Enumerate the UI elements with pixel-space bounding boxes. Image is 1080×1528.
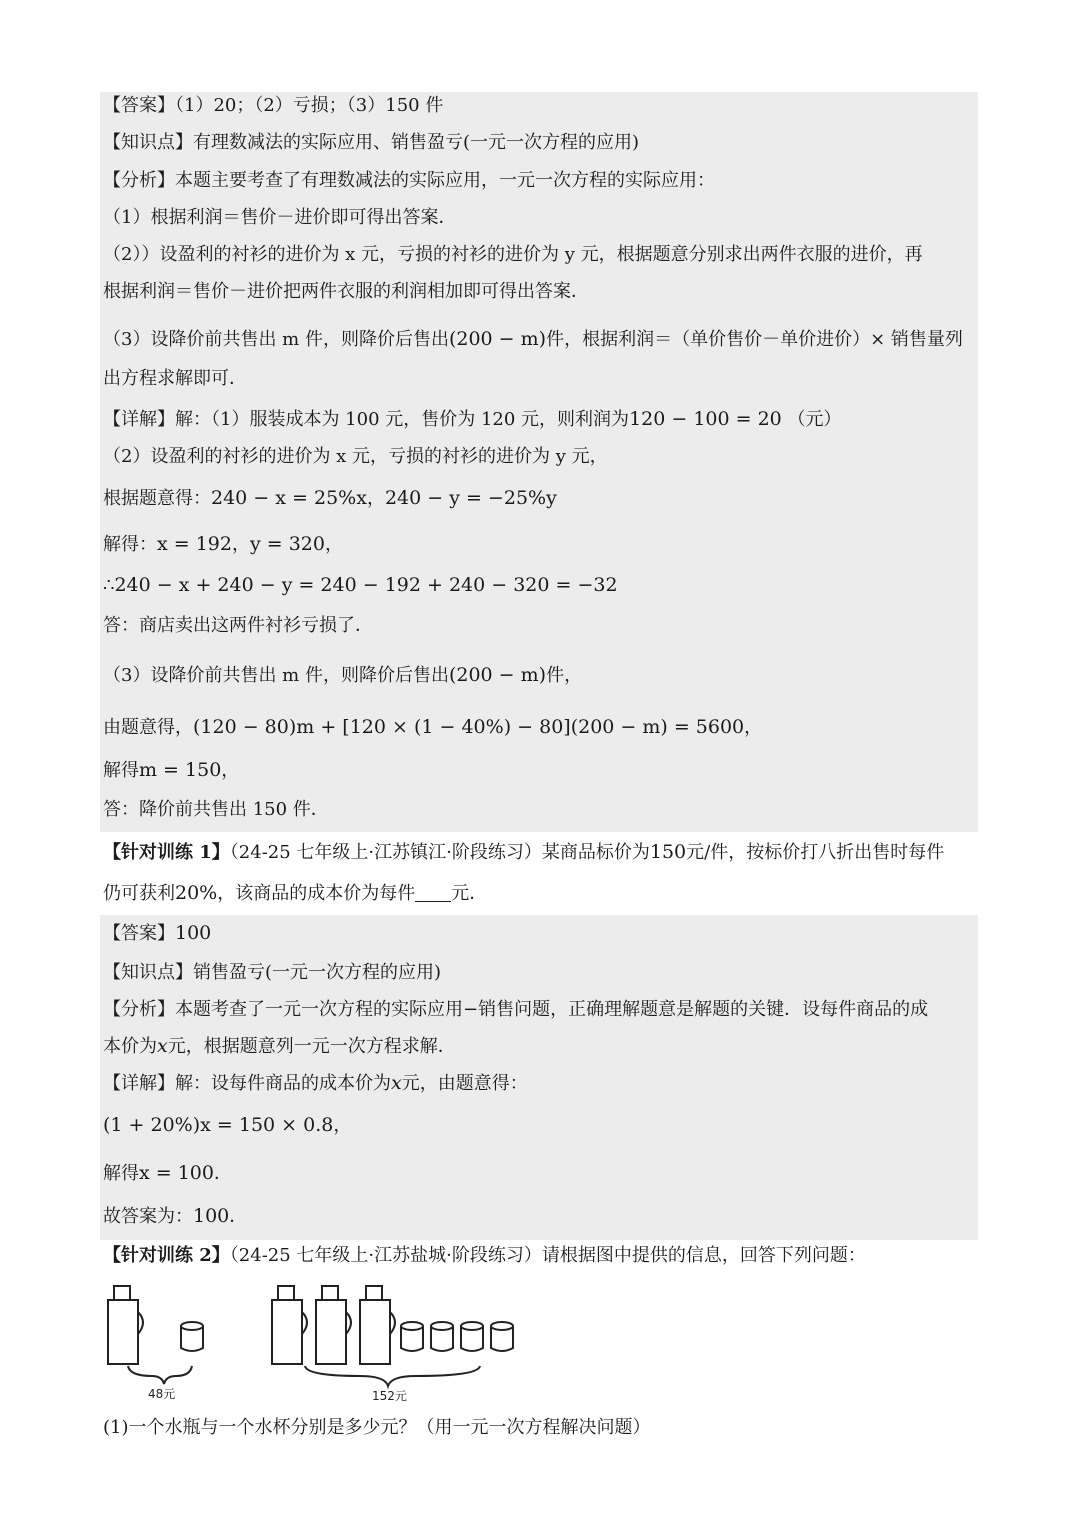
cup-icon	[181, 1322, 203, 1351]
analysis-line-2b	[103, 1033, 973, 1060]
detail-line-5	[103, 572, 973, 599]
training-1-line-1	[103, 839, 973, 866]
detail-line-1	[103, 406, 973, 433]
text: 元．	[451, 883, 488, 904]
math-expr: y = 320	[249, 533, 325, 555]
math-expr: (200 − m)	[448, 664, 547, 686]
math-expr: 240 − x = 25%x	[211, 487, 367, 509]
knowledge-line: 【知识点】有理数减法的实际应用、销售盈亏(一元一次方程的应用)	[103, 132, 640, 153]
text: 【详解】解：（1）服装成本为 100 元，售价为 120 元，则利润为	[103, 409, 630, 430]
detail-line-10: 答：降价前共售出 150 件．	[103, 799, 329, 820]
training-title: 【针对训练 1】	[103, 842, 230, 863]
math-expr: 120 − 100 = 20	[629, 408, 782, 430]
text: （3）设降价前共售出 m 件，则降价后售出	[103, 665, 449, 686]
detail-line-2a	[103, 1070, 973, 1097]
detail-line-4: 解得：x = 192，y = 320，	[103, 533, 343, 555]
text: ，该商品的成本价为每件	[217, 883, 416, 904]
analysis-line: 【分析】本题主要考查了有理数减法的实际应用，一元一次方程的实际应用：	[103, 170, 715, 191]
math-expr: 240 − x + 240 − y = 240 − 192 + 240 − 320 = −32	[114, 574, 618, 596]
bottle-cup-figure	[100, 1278, 530, 1403]
math-expr: x = 192	[157, 533, 232, 555]
math-expr: 240 − y = −25%y	[384, 487, 557, 509]
detail-line-6: 答：商店卖出这两件衬衫亏损了．	[103, 615, 373, 636]
analysis-step-3b: 出方程求解即可．	[103, 368, 247, 389]
answer-line-2	[103, 920, 973, 947]
text: 故答案为：	[103, 1206, 193, 1227]
math-expr: 100	[175, 922, 212, 944]
text: 本价为	[103, 1036, 157, 1057]
math-var: x	[391, 1072, 402, 1094]
text: 解得	[103, 1163, 139, 1184]
text: 元/件，按标价打八折出售时每件	[686, 842, 945, 863]
brace-right	[305, 1366, 480, 1386]
answer-line: 【答案】（1）20；（2）亏损；（3）150 件	[103, 95, 444, 116]
therefore-symbol: ∴	[103, 575, 115, 596]
cup-icon	[401, 1322, 423, 1351]
equation-line: (1 + 20%)x = 150 × 0.8，	[103, 1114, 352, 1136]
math-expr: 100	[193, 1205, 230, 1227]
knowledge-line-2: 【知识点】销售盈亏(一元一次方程的应用)	[103, 962, 442, 983]
text: 仍可获利	[103, 883, 175, 904]
bottle-icon	[316, 1286, 351, 1364]
analysis-step-2a: （2））设盈利的衬衫的进价为 x 元，亏损的衬衫的进价为 y 元，根据题意分别求出两件衣服的进价，再	[103, 244, 923, 265]
training-2-line	[103, 1243, 973, 1269]
text: 根据题意得：	[103, 488, 211, 509]
cup-icon	[431, 1322, 453, 1351]
math-expr: m = 150	[139, 759, 222, 781]
detail-line-2: （2）设盈利的衬衫的进价为 x 元，亏损的衬衫的进价为 y 元，	[103, 446, 608, 467]
text: 元，由题意得：	[401, 1073, 528, 1094]
math-var: x	[157, 1035, 168, 1057]
analysis-step-2b: 根据利润＝售价－进价把两件衣服的利润相加即可得出答案．	[103, 281, 589, 302]
detail-line-7	[103, 662, 973, 689]
text: （24-25 七年级上·江苏镇江·阶段练习）某商品标价为	[229, 842, 650, 863]
text: （元）	[787, 409, 842, 430]
text: 【详解】解：设每件商品的成本价为	[103, 1073, 391, 1094]
text: （3）设降价前共售出 m 件，则降价后售出	[103, 329, 449, 350]
math-expr: (120 − 80)m + [120 × (1 − 40%) − 80](200 − m) = 5600	[193, 716, 745, 738]
bottle-icon	[108, 1286, 143, 1364]
final-answer-line: 故答案为：100．	[103, 1205, 248, 1227]
answer-blank	[415, 883, 451, 902]
training-title: 【针对训练 2】	[103, 1245, 230, 1266]
detail-line-8: 由题意得，(120 − 80)m + [120 × (1 − 40%) − 80](200 − m) = 5600，	[103, 716, 763, 738]
text: 元，根据题意列一元一次方程求解．	[167, 1036, 456, 1057]
training-1-line-2	[103, 880, 973, 907]
text: 解得：	[103, 534, 157, 555]
text: 件，根据利润＝（单价售价－单价进价）× 销售量列	[546, 329, 963, 350]
text: 件，	[546, 665, 583, 686]
text: （24-25 七年级上·江苏盐城·阶段练习）请根据图中提供的信息，回答下列问题：	[229, 1245, 866, 1266]
math-expr: (1 + 20%)x = 150 × 0.8	[103, 1114, 334, 1136]
question-1: (1)一个水瓶与一个水杯分别是多少元？（用一元一次方程解决问题）	[103, 1417, 651, 1438]
text: 由题意得，	[103, 717, 193, 738]
detail-line-3: 根据题意得：240 − x = 25%x，240 − y = −25%y	[103, 487, 557, 509]
math-expr: 150	[649, 841, 687, 863]
cup-icon	[491, 1322, 513, 1351]
analysis-line-2a: 【分析】本题考查了一元一次方程的实际应用−销售问题，正确理解题意是解题的关键．设每件商品的成	[103, 999, 929, 1020]
text: 【答案】	[103, 923, 175, 944]
price-label-left: 48元	[148, 1387, 176, 1401]
bottle-icon	[272, 1286, 307, 1364]
detail-line-9: 解得m = 150，	[103, 759, 240, 781]
text: 解得	[103, 760, 139, 781]
cup-icon	[461, 1322, 483, 1351]
analysis-step-3a	[103, 326, 973, 353]
math-expr: (200 − m)	[448, 328, 547, 350]
math-expr: x = 100	[139, 1162, 214, 1184]
bottle-icon	[360, 1286, 395, 1364]
solve-line: 解得x = 100．	[103, 1162, 232, 1184]
brace-left	[128, 1366, 192, 1384]
price-label-right: 152元	[372, 1389, 407, 1403]
math-expr: 20%	[175, 882, 218, 904]
analysis-step-1: （1）根据利润＝售价－进价即可得出答案．	[103, 207, 457, 228]
